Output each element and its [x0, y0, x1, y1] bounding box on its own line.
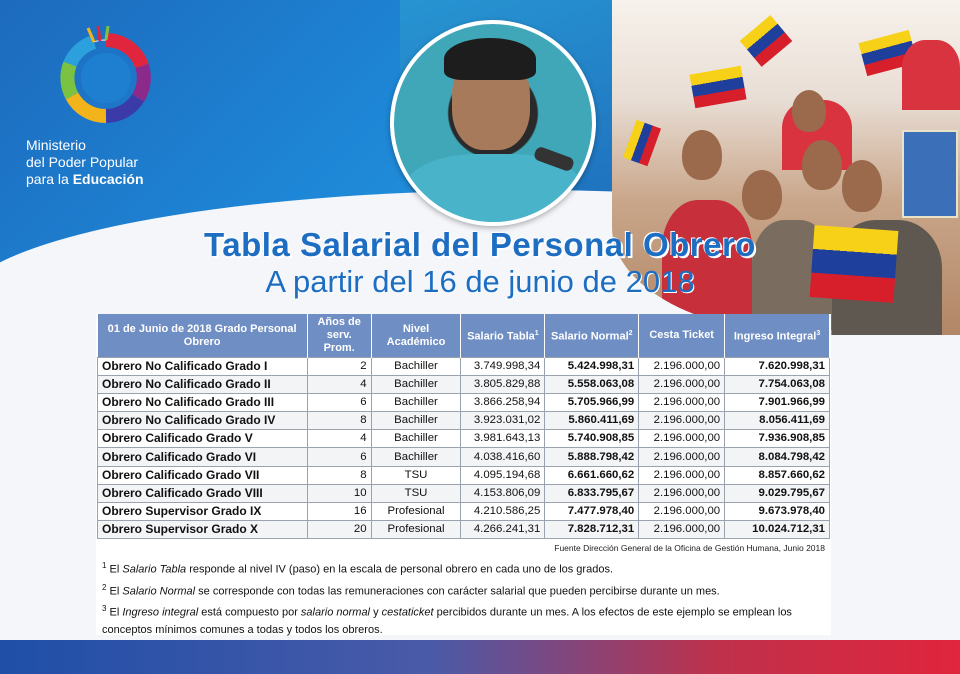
column-header-label: Salario Tabla: [467, 330, 535, 343]
salario-normal-cell: 7.828.712,31: [545, 520, 639, 538]
salario-normal-cell: 5.558.063,08: [545, 376, 639, 394]
flag-icon: [740, 15, 792, 67]
footnote-mark: 1: [534, 330, 539, 338]
grade-cell: Obrero No Calificado Grado III: [98, 394, 308, 412]
cesta-ticket-cell: 2.196.000,00: [639, 502, 725, 520]
footnote-mark: 2: [628, 330, 633, 338]
column-header: [461, 314, 545, 358]
footnote-mark: 2: [102, 582, 107, 592]
ingreso-integral-cell: 7.936.908,85: [725, 430, 830, 448]
level-cell: Bachiller: [371, 394, 461, 412]
footnote-mark: 1: [102, 560, 107, 570]
ingreso-integral-cell: 8.056.411,69: [725, 412, 830, 430]
cesta-ticket-cell: 2.196.000,00: [639, 448, 725, 466]
column-header-label: Ingreso Integral: [733, 330, 817, 343]
table-row: [98, 466, 830, 484]
page-subtitle: A partir del 16 de junio de 2018: [265, 264, 695, 299]
level-cell: Bachiller: [371, 358, 461, 376]
grade-cell: Obrero Calificado Grado VII: [98, 466, 308, 484]
ingreso-integral-cell: 9.673.978,40: [725, 502, 830, 520]
ministry-line-3-prefix: para la: [26, 171, 73, 187]
salario-normal-cell: 6.661.660,62: [545, 466, 639, 484]
column-header-label: 01 de Junio de 2018 Grado Personal Obrero: [107, 322, 297, 348]
ministry-name: [26, 137, 144, 188]
person-head: [792, 90, 826, 132]
cesta-ticket-cell: 2.196.000,00: [639, 412, 725, 430]
grade-cell: Obrero No Calificado Grado I: [98, 358, 308, 376]
footnote-text: El: [106, 606, 123, 619]
grade-cell: Obrero Calificado Grado V: [98, 430, 308, 448]
salario-normal-cell: 5.424.998,31: [545, 358, 639, 376]
footnote: [102, 579, 823, 601]
person-head: [842, 160, 882, 212]
level-cell: TSU: [371, 484, 461, 502]
years-cell: 8: [307, 466, 371, 484]
column-header-label: Nivel Académico: [386, 322, 446, 348]
footnote-text: y: [370, 606, 382, 619]
footnote-text: responde al nivel IV (paso) en la escala de personal obrero en cada uno de los grados.: [186, 563, 614, 576]
ingreso-integral-cell: 7.754.063,08: [725, 376, 830, 394]
person-head: [682, 130, 722, 180]
cesta-ticket-cell: 2.196.000,00: [639, 394, 725, 412]
salario-normal-cell: 5.860.411,69: [545, 412, 639, 430]
table-header-row: [98, 314, 830, 358]
table-row: [98, 484, 830, 502]
footnote-term: Salario Tabla: [122, 563, 187, 576]
grade-cell: Obrero Supervisor Grado X: [98, 520, 308, 538]
table-row: [98, 448, 830, 466]
years-cell: 10: [307, 484, 371, 502]
years-cell: 2: [307, 358, 371, 376]
salario-tabla-cell: 3.749.998,34: [461, 358, 545, 376]
footnote-text: El: [106, 563, 123, 576]
footnote: [102, 600, 823, 639]
level-cell: Bachiller: [371, 412, 461, 430]
bottom-gradient-bar: [0, 640, 960, 674]
level-cell: Bachiller: [371, 376, 461, 394]
cesta-ticket-cell: 2.196.000,00: [639, 520, 725, 538]
ingreso-integral-cell: 9.029.795,67: [725, 484, 830, 502]
column-header-label: Cesta Ticket: [649, 329, 714, 341]
years-cell: 4: [307, 376, 371, 394]
years-cell: 8: [307, 412, 371, 430]
source-note: Fuente Dirección General de la Oficina de Gestión Humana, Junio 2018: [554, 542, 825, 553]
years-cell: 6: [307, 394, 371, 412]
level-cell: Profesional: [371, 520, 461, 538]
salario-tabla-cell: 4.095.194,68: [461, 466, 545, 484]
salario-tabla-cell: 4.210.586,25: [461, 502, 545, 520]
cesta-ticket-cell: 2.196.000,00: [639, 466, 725, 484]
footnote-mark: 3: [816, 330, 821, 338]
table-row: [98, 520, 830, 538]
footnote-text: se corresponde con todas las remuneraciones con carácter salarial que pueden percibirse durante un mes.: [195, 585, 720, 598]
level-cell: Profesional: [371, 502, 461, 520]
salary-table: [97, 314, 830, 539]
salario-normal-cell: 7.477.978,40: [545, 502, 639, 520]
table-row: [98, 412, 830, 430]
footnote-text: percibidos durante un mes. A los efectos de este ejemplo se emplean los conceptos mínimos comunes a todas y todos los obreros.: [102, 606, 792, 636]
salary-table-card: [96, 314, 831, 635]
table-row: [98, 358, 830, 376]
footnote-term: Salario Normal: [122, 585, 196, 598]
salario-tabla-cell: 3.923.031,02: [461, 412, 545, 430]
table-row: [98, 394, 830, 412]
grade-cell: Obrero No Calificado Grado IV: [98, 412, 308, 430]
column-header: [545, 314, 639, 358]
ingreso-integral-cell: 8.084.798,42: [725, 448, 830, 466]
salario-tabla-cell: 4.266.241,31: [461, 520, 545, 538]
footnote-text: El: [106, 585, 123, 598]
column-header: [371, 314, 461, 358]
table-header: [98, 314, 830, 358]
ministry-line-3-bold: Educación: [72, 171, 144, 187]
flag-icon: [623, 120, 661, 166]
years-cell: 20: [307, 520, 371, 538]
cesta-ticket-cell: 2.196.000,00: [639, 376, 725, 394]
ingreso-integral-cell: 10.024.712,31: [725, 520, 830, 538]
ministry-line-2: del Poder Popular: [26, 154, 139, 170]
page-title: Tabla Salarial del Personal Obrero: [204, 226, 756, 263]
column-header-label: Salario Normal: [551, 330, 629, 343]
person-head: [802, 140, 842, 190]
footnotes: [96, 553, 831, 639]
grade-cell: Obrero Calificado Grado VIII: [98, 484, 308, 502]
salario-tabla-cell: 3.866.258,94: [461, 394, 545, 412]
footnote-term: cestaticket: [381, 606, 434, 619]
portrait-hair: [444, 38, 536, 80]
level-cell: TSU: [371, 466, 461, 484]
person-head: [742, 170, 782, 220]
footnote-term: salario normal: [300, 606, 371, 619]
column-header: [307, 314, 371, 358]
ingreso-integral-cell: 7.620.998,31: [725, 358, 830, 376]
grade-cell: Obrero Supervisor Grado IX: [98, 502, 308, 520]
footnote-mark: 3: [102, 604, 107, 614]
cesta-ticket-cell: 2.196.000,00: [639, 430, 725, 448]
column-header-label: Años de serv. Prom.: [317, 316, 361, 354]
years-cell: 16: [307, 502, 371, 520]
cesta-ticket-cell: 2.196.000,00: [639, 358, 725, 376]
ministry-line-3: [26, 171, 144, 188]
table-body: [98, 358, 830, 539]
footnote-text: está compuesto por: [198, 606, 301, 619]
footnote-term: Ingreso integral: [122, 606, 199, 619]
years-cell: 4: [307, 430, 371, 448]
ministry-logo-icon: [54, 26, 158, 130]
salario-normal-cell: 6.833.795,67: [545, 484, 639, 502]
salario-tabla-cell: 3.805.829,88: [461, 376, 545, 394]
footnote: [102, 557, 823, 579]
table-row: [98, 376, 830, 394]
column-header: [98, 314, 308, 358]
ingreso-integral-cell: 8.857.660,62: [725, 466, 830, 484]
level-cell: Bachiller: [371, 448, 461, 466]
salario-normal-cell: 5.740.908,85: [545, 430, 639, 448]
salario-normal-cell: 5.705.966,99: [545, 394, 639, 412]
book-icon: [902, 130, 958, 218]
grade-cell: Obrero No Calificado Grado II: [98, 376, 308, 394]
column-header: [639, 314, 725, 358]
cesta-ticket-cell: 2.196.000,00: [639, 484, 725, 502]
table-row: [98, 502, 830, 520]
column-header: [725, 314, 830, 358]
ministry-line-1: Ministerio: [26, 137, 86, 153]
level-cell: Bachiller: [371, 430, 461, 448]
grade-cell: Obrero Calificado Grado VI: [98, 448, 308, 466]
flag-icon: [689, 66, 746, 109]
salario-tabla-cell: 4.153.806,09: [461, 484, 545, 502]
portrait-photo: [390, 20, 596, 226]
person-shirt: [902, 40, 960, 110]
salario-tabla-cell: 3.981.643,13: [461, 430, 545, 448]
salario-normal-cell: 5.888.798,42: [545, 448, 639, 466]
table-row: [98, 430, 830, 448]
years-cell: 6: [307, 448, 371, 466]
salario-tabla-cell: 4.038.416,60: [461, 448, 545, 466]
ingreso-integral-cell: 7.901.966,99: [725, 394, 830, 412]
